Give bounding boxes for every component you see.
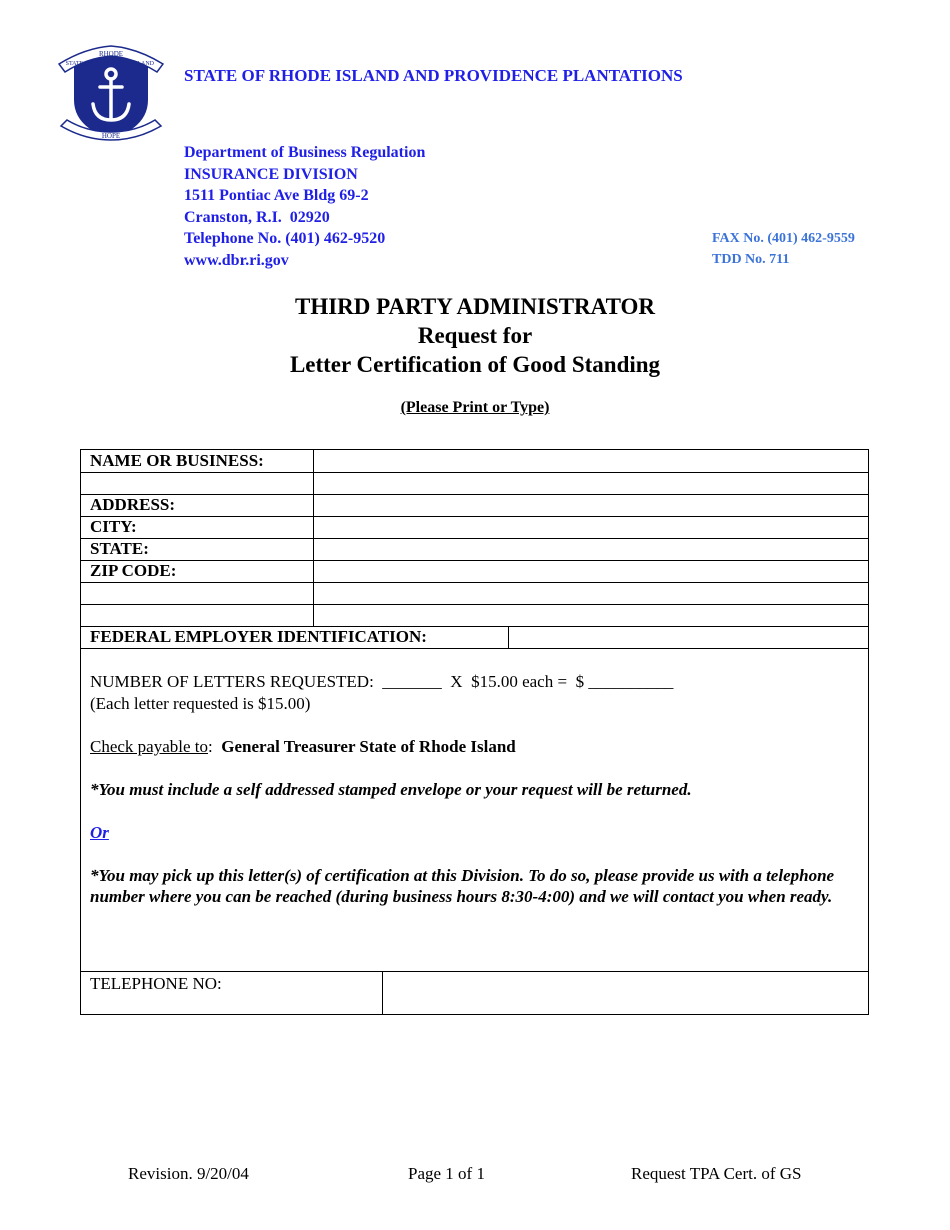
letters-price-note: (Each letter requested is $15.00) bbox=[90, 694, 311, 713]
city-row bbox=[81, 516, 868, 539]
request-form bbox=[80, 449, 869, 1015]
street-address: 1511 Pontiac Ave Bldg 69-2 bbox=[184, 187, 369, 204]
fax-number: FAX No. (401) 462-9559 bbox=[712, 231, 855, 246]
telephone-label: TELEPHONE NO: bbox=[81, 972, 383, 1015]
state-title: STATE OF RHODE ISLAND AND PROVIDENCE PLANTATIONS bbox=[184, 66, 683, 85]
fax-tdd-block bbox=[712, 228, 855, 270]
letters-requested-line: NUMBER OF LETTERS REQUESTED: _______ X $15.00 each = $ __________ bbox=[90, 672, 674, 691]
name-field-2[interactable] bbox=[314, 472, 868, 494]
svg-text:STATE OF: STATE OF bbox=[65, 61, 93, 67]
pickup-notice: *You may pick up this letter(s) of certification at this Division. To do so, please provide us with a telephone number where you can be reached (during business hours 8:30-4:00) and we will contact you when ready. bbox=[90, 866, 835, 906]
fein-field[interactable] bbox=[509, 626, 868, 648]
department-name: Department of Business Regulation bbox=[184, 144, 426, 161]
name-field[interactable] bbox=[314, 450, 868, 472]
page-number: Page 1 of 1 bbox=[408, 1164, 485, 1183]
city-field[interactable] bbox=[314, 516, 868, 538]
blank-label bbox=[81, 582, 314, 604]
state-label: STATE: bbox=[81, 538, 314, 560]
extra-row-2 bbox=[81, 604, 868, 627]
state-seal-anchor-icon bbox=[55, 42, 167, 142]
check-payable-line bbox=[90, 736, 516, 757]
heading-line-2: Request for bbox=[417, 323, 533, 348]
blank-label bbox=[81, 604, 314, 626]
fein-row bbox=[81, 626, 868, 649]
blank-label bbox=[81, 472, 314, 494]
or-separator: Or bbox=[90, 823, 109, 842]
print-instruction: (Please Print or Type) bbox=[400, 399, 550, 416]
name-label: NAME OR BUSINESS: bbox=[81, 450, 314, 472]
state-field[interactable] bbox=[314, 538, 868, 560]
telephone-row bbox=[81, 971, 868, 1015]
heading-line-3: Letter Certification of Good Standing bbox=[289, 352, 661, 377]
check-payable-value: General Treasurer State of Rhode Island bbox=[221, 737, 516, 756]
revision-date: Revision. 9/20/04 bbox=[128, 1164, 249, 1183]
check-payable-colon: : bbox=[208, 737, 222, 756]
form-name: Request TPA Cert. of GS bbox=[631, 1164, 802, 1183]
extra-field-1[interactable] bbox=[314, 582, 868, 604]
city-state-zip: Cranston, R.I. 02920 bbox=[184, 208, 330, 226]
extra-row-1 bbox=[81, 582, 868, 605]
svg-text:ISLAND: ISLAND bbox=[132, 61, 154, 67]
address-field[interactable] bbox=[314, 494, 868, 516]
website-link[interactable]: www.dbr.ri.gov bbox=[184, 251, 289, 269]
address-row bbox=[81, 494, 868, 517]
name-row-2 bbox=[81, 472, 868, 495]
address-label: ADDRESS: bbox=[81, 494, 314, 516]
extra-field-2[interactable] bbox=[314, 604, 868, 626]
fein-label: FEDERAL EMPLOYER IDENTIFICATION: bbox=[81, 626, 509, 648]
zip-label: ZIP CODE: bbox=[81, 560, 314, 582]
name-row bbox=[81, 450, 868, 473]
telephone-field[interactable] bbox=[383, 972, 868, 1015]
envelope-notice: *You must include a self addressed stamped envelope or your request will be returned. bbox=[90, 780, 692, 799]
form-heading bbox=[0, 292, 950, 379]
telephone-number: Telephone No. (401) 462-9520 bbox=[184, 230, 386, 247]
division-name: INSURANCE DIVISION bbox=[184, 165, 358, 183]
svg-text:RHODE: RHODE bbox=[98, 50, 124, 58]
heading-line-1: THIRD PARTY ADMINISTRATOR bbox=[295, 294, 655, 319]
tdd-number: TDD No. 711 bbox=[712, 252, 790, 267]
check-payable-label: Check payable to bbox=[90, 737, 209, 756]
svg-text:HOPE: HOPE bbox=[101, 132, 121, 140]
zip-row bbox=[81, 560, 868, 583]
department-contact-block bbox=[184, 142, 425, 271]
state-row bbox=[81, 538, 868, 561]
zip-field[interactable] bbox=[314, 560, 868, 582]
city-label: CITY: bbox=[81, 516, 314, 538]
